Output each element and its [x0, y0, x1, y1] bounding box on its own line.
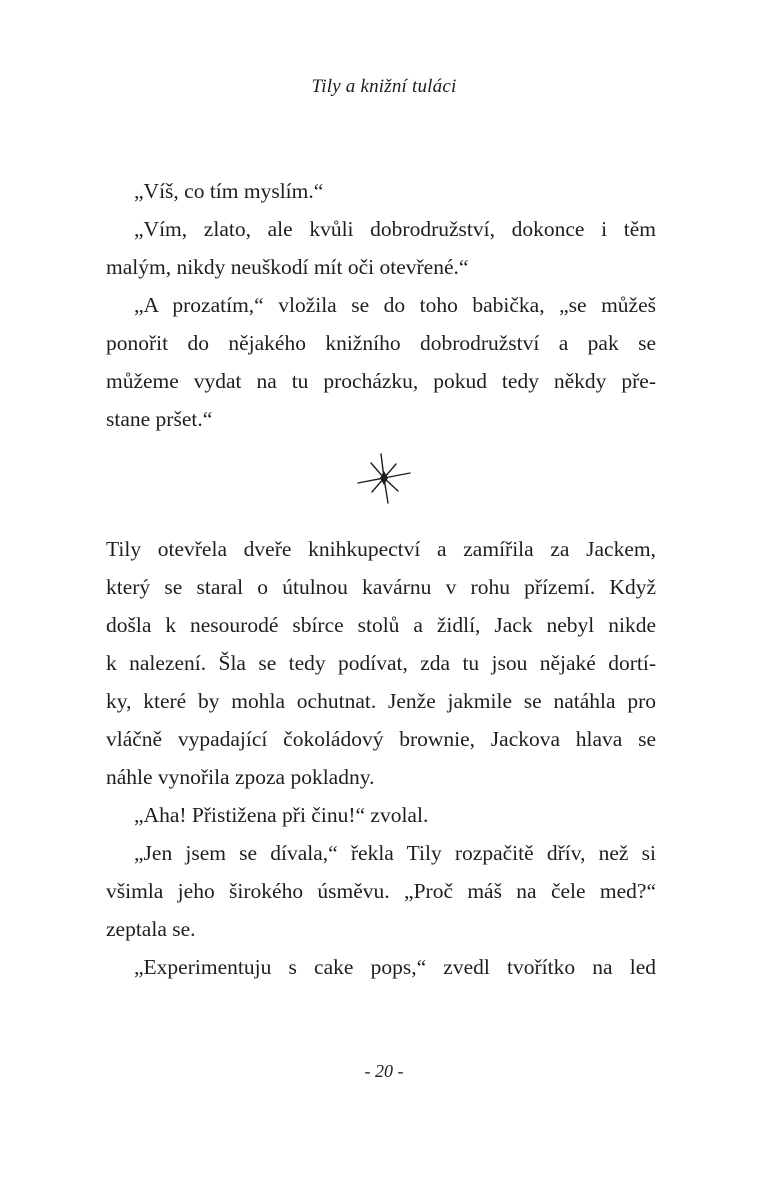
text-line: zeptala se. [106, 917, 196, 941]
text-block-1 [106, 172, 656, 438]
text-line: všimla jeho širokého úsměvu. „Proč máš na čele med?“ [106, 879, 656, 903]
text-line: náhle vynořila zpoza pokladny. [106, 765, 375, 789]
text-line: ky, které by mohla ochutnat. Jenže jakmile se natáhla pro [106, 689, 656, 713]
text-line: ponořit do nějakého knižního dobrodružství a pak se [106, 331, 656, 355]
text-line: Tily otevřela dveře knihkupectví a zamířila za Jackem, [106, 537, 656, 561]
page-number: - 20 - [364, 1061, 404, 1081]
text-line: můžeme vydat na tu procházku, pokud tedy někdy pře- [106, 369, 656, 393]
text-line: „Jen jsem se dívala,“ řekla Tily rozpačitě dřív, než si [134, 841, 656, 865]
text-line: který se staral o útulnou kavárnu v rohu přízemí. Když [106, 575, 656, 599]
text-line: vláčně vypadající čokoládový brownie, Jackova hlava se [106, 727, 656, 751]
text-line: došla k nesourodé sbírce stolů a židlí, Jack nebyl nikde [106, 613, 656, 637]
text-line: „Experimentuju s cake pops,“ zvedl tvořítko na led [134, 955, 656, 979]
scene-break-star-icon [354, 450, 414, 506]
text-line: „Víš, co tím myslím.“ [134, 179, 324, 203]
text-line: malým, nikdy neuškodí mít oči otevřené.“ [106, 255, 469, 279]
text-block-2 [106, 530, 656, 986]
text-line: „Vím, zlato, ale kvůli dobrodružství, dokonce i těm [134, 217, 656, 241]
text-line: „Aha! Přistižena při činu!“ zvolal. [134, 803, 429, 827]
running-head: Tily a knižní tuláci [311, 76, 457, 97]
text-line: k nalezení. Šla se tedy podívat, zda tu jsou nějaké dortí- [106, 651, 656, 675]
text-line: „A prozatím,“ vložila se do toho babička, „se můžeš [134, 293, 656, 317]
text-line: stane pršet.“ [106, 407, 213, 431]
